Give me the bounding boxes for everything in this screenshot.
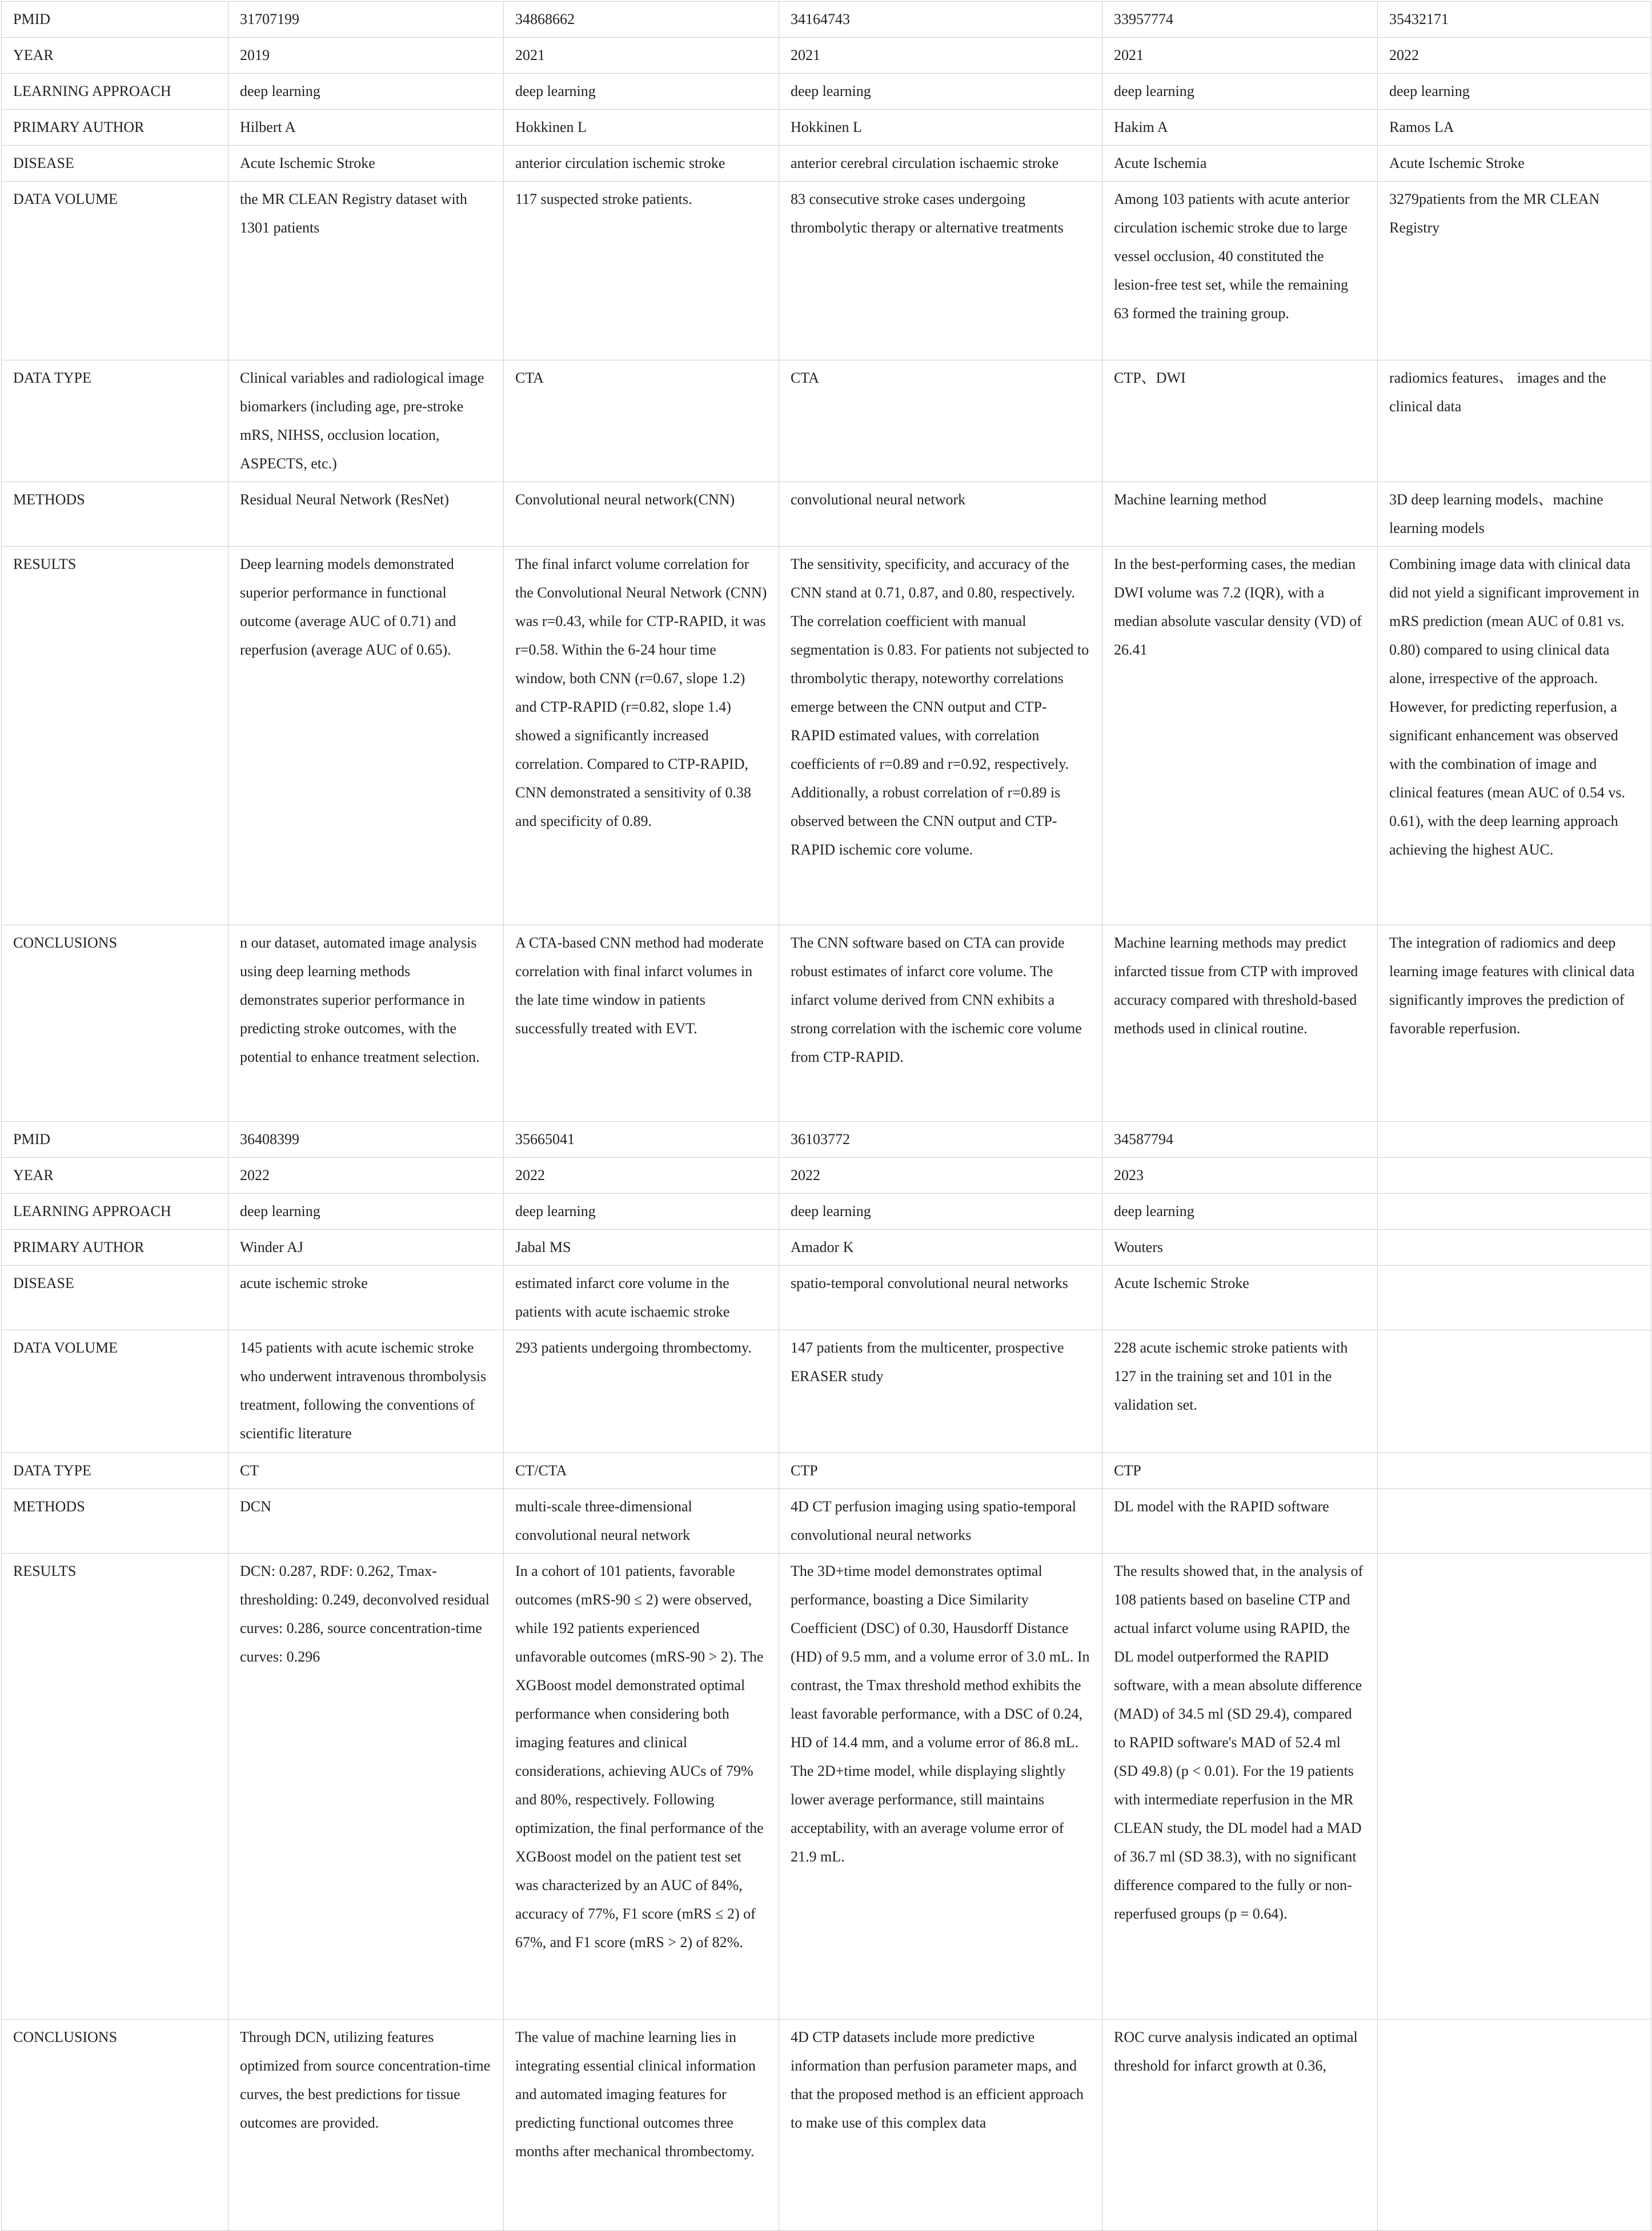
cell-type: Clinical variables and radiological image biomarkers (including age, pre-stroke mRS, NIHSS, occlusion location, ASPECTS, etc.) [228, 360, 504, 482]
cell-volume: 228 acute ischemic stroke patients with 127 in the training set and 101 in the validation set. [1102, 1330, 1378, 1453]
cell-year: 2022 [1378, 38, 1651, 74]
row-label-type: DATA TYPE [2, 1453, 228, 1489]
table-row-volume [2, 182, 1651, 360]
cell-volume: 293 patients undergoing thrombectomy. [504, 1330, 779, 1453]
cell-conclusions: A CTA-based CNN method had moderate correlation with final infarct volumes in the late time window in patients successfully treated with EVT. [504, 925, 779, 1122]
cell-approach: deep learning [779, 1194, 1102, 1230]
cell-author: Jabal MS [504, 1230, 779, 1266]
table-row-volume [2, 1330, 1651, 1453]
row-label-type: DATA TYPE [2, 360, 228, 482]
cell-results: DCN: 0.287, RDF: 0.262, Tmax-thresholding: 0.249, deconvolved residual curves: 0.286, source concentration-time curves: 0.296 [228, 1554, 504, 2020]
cell-conclusions: Through DCN, utilizing features optimized from source concentration-time curves, the best predictions for tissue outcomes are provided. [228, 2020, 504, 2231]
cell-results: The final infarct volume correlation for the Convolutional Neural Network (CNN) was r=0.43, while for CTP-RAPID, it was r=0.58. Within the 6-24 hour time window, both CNN (r=0.67, slope 1.2) and CTP-RAPID (r=0.82, slope 1.4) showed a significantly increased correlation. Compared to CTP-RAPID, CNN demonstrated a sensitivity of 0.38 and specificity of 0.89. [504, 547, 779, 925]
cell-pmid: 34868662 [504, 2, 779, 38]
cell-conclusions: The CNN software based on CTA can provide robust estimates of infarct core volume. The infarct volume derived from CNN exhibits a strong correlation with the ischemic core volume from CTP-RAPID. [779, 925, 1102, 1122]
cell-volume: Among 103 patients with acute anterior circulation ischemic stroke due to large vessel occlusion, 40 constituted the lesion-free test set, while the remaining 63 formed the training group. [1102, 182, 1378, 360]
row-label-pmid: PMID [2, 2, 228, 38]
cell-type: CTP [779, 1453, 1102, 1489]
cell-results: The 3D+time model demonstrates optimal performance, boasting a Dice Similarity Coefficient (DSC) of 0.30, Hausdorff Distance (HD) of 9.5 mm, and a volume error of 3.0 mL. In contrast, the Tmax threshold method exhibits the least favorable performance, with a DSC of 0.24, HD of 14.4 mm, and a volume error of 86.8 mL. The 2D+time model, while displaying slightly lower average performance, still maintains acceptability, with an average volume error of 21.9 mL. [779, 1554, 1102, 2020]
cell-author: Hokkinen L [504, 110, 779, 146]
cell-year: 2021 [1102, 38, 1378, 74]
cell-disease: anterior cerebral circulation ischaemic stroke [779, 146, 1102, 182]
cell-approach [1378, 1194, 1651, 1230]
cell-volume: 83 consecutive stroke cases undergoing thrombolytic therapy or alternative treatments [779, 182, 1102, 360]
row-label-approach: LEARNING APPROACH [2, 1194, 228, 1230]
cell-methods: convolutional neural network [779, 482, 1102, 547]
cell-conclusions [1378, 2020, 1651, 2231]
cell-type: CT [228, 1453, 504, 1489]
row-label-volume: DATA VOLUME [2, 182, 228, 360]
table-row-approach [2, 1194, 1651, 1230]
row-label-approach: LEARNING APPROACH [2, 74, 228, 110]
studies-table [1, 1, 1651, 2231]
cell-type: CTA [779, 360, 1102, 482]
cell-disease: Acute Ischemic Stroke [1102, 1266, 1378, 1330]
row-label-methods: METHODS [2, 482, 228, 547]
cell-volume: 145 patients with acute ischemic stroke who underwent intravenous thrombolysis treatment, following the conventions of scientific literature [228, 1330, 504, 1453]
row-label-results: RESULTS [2, 1554, 228, 2020]
cell-approach: deep learning [504, 1194, 779, 1230]
table-row-methods [2, 1489, 1651, 1554]
cell-type: CTA [504, 360, 779, 482]
cell-pmid [1378, 1122, 1651, 1158]
cell-methods: Convolutional neural network(CNN) [504, 482, 779, 547]
cell-disease: anterior circulation ischemic stroke [504, 146, 779, 182]
cell-type: radiomics features、 images and the clinical data [1378, 360, 1651, 482]
cell-pmid: 36103772 [779, 1122, 1102, 1158]
cell-pmid: 35665041 [504, 1122, 779, 1158]
table-row-author [2, 1230, 1651, 1266]
row-label-results: RESULTS [2, 547, 228, 925]
cell-methods: 3D deep learning models、machine learning models [1378, 482, 1651, 547]
row-label-disease: DISEASE [2, 1266, 228, 1330]
cell-approach: deep learning [1102, 74, 1378, 110]
cell-conclusions: Machine learning methods may predict infarcted tissue from CTP with improved accuracy compared with threshold-based methods used in clinical routine. [1102, 925, 1378, 1122]
table-row-conclusions [2, 2020, 1651, 2231]
table-row-pmid [2, 1122, 1651, 1158]
cell-type: CTP [1102, 1453, 1378, 1489]
cell-author: Amador K [779, 1230, 1102, 1266]
cell-type [1378, 1453, 1651, 1489]
cell-author: Ramos LA [1378, 110, 1651, 146]
cell-methods: 4D CT perfusion imaging using spatio-temporal convolutional neural networks [779, 1489, 1102, 1554]
cell-disease: acute ischemic stroke [228, 1266, 504, 1330]
table-row-results [2, 547, 1651, 925]
table-row-type [2, 1453, 1651, 1489]
cell-conclusions: ROC curve analysis indicated an optimal threshold for infarct growth at 0.36, [1102, 2020, 1378, 2231]
table-row-disease [2, 146, 1651, 182]
cell-pmid: 34587794 [1102, 1122, 1378, 1158]
row-label-pmid: PMID [2, 1122, 228, 1158]
cell-author [1378, 1230, 1651, 1266]
cell-conclusions: The integration of radiomics and deep learning image features with clinical data significantly improves the prediction of favorable reperfusion. [1378, 925, 1651, 1122]
cell-volume: the MR CLEAN Registry dataset with 1301 patients [228, 182, 504, 360]
cell-conclusions: n our dataset, automated image analysis using deep learning methods demonstrates superior performance in predicting stroke outcomes, with the potential to enhance treatment selection. [228, 925, 504, 1122]
row-label-conclusions: CONCLUSIONS [2, 2020, 228, 2231]
cell-pmid: 36408399 [228, 1122, 504, 1158]
row-label-disease: DISEASE [2, 146, 228, 182]
cell-author: Hakim A [1102, 110, 1378, 146]
table-row-methods [2, 482, 1651, 547]
table-row-type [2, 360, 1651, 482]
table-row-approach [2, 74, 1651, 110]
table-row-year [2, 38, 1651, 74]
cell-pmid: 34164743 [779, 2, 1102, 38]
table-row-pmid [2, 2, 1651, 38]
cell-conclusions: The value of machine learning lies in integrating essential clinical information and automated imaging features for predicting functional outcomes three months after mechanical thrombectomy. [504, 2020, 779, 2231]
row-label-volume: DATA VOLUME [2, 1330, 228, 1453]
cell-year: 2021 [779, 38, 1102, 74]
cell-results: The sensitivity, specificity, and accuracy of the CNN stand at 0.71, 0.87, and 0.80, respectively. The correlation coefficient with manual segmentation is 0.83. For patients not subjected to thrombolytic therapy, noteworthy correlations emerge between the CNN output and CTP-RAPID estimated values, with correlation coefficients of r=0.89 and r=0.92, respectively. Additionally, a robust correlation of r=0.89 is observed between the CNN output and CTP-RAPID ischemic core volume. [779, 547, 1102, 925]
cell-pmid: 33957774 [1102, 2, 1378, 38]
cell-author: Hokkinen L [779, 110, 1102, 146]
table-row-conclusions [2, 925, 1651, 1122]
cell-year: 2021 [504, 38, 779, 74]
row-label-author: PRIMARY AUTHOR [2, 110, 228, 146]
cell-approach: deep learning [504, 74, 779, 110]
row-label-author: PRIMARY AUTHOR [2, 1230, 228, 1266]
cell-approach: deep learning [1378, 74, 1651, 110]
cell-results: The results showed that, in the analysis of 108 patients based on baseline CTP and actual infarct volume using RAPID, the DL model outperformed the RAPID software, with a mean absolute difference (MAD) of 34.5 ml (SD 29.4), compared to RAPID software's MAD of 52.4 ml (SD 49.8) (p < 0.01). For the 19 patients with intermediate reperfusion in the MR CLEAN study, the DL model had a MAD of 36.7 ml (SD 38.3), with no significant difference compared to the fully or non-reperfused groups (p = 0.64). [1102, 1554, 1378, 2020]
table-row-disease [2, 1266, 1651, 1330]
cell-pmid: 35432171 [1378, 2, 1651, 38]
table-row-year [2, 1158, 1651, 1194]
cell-methods: multi-scale three-dimensional convolutional neural network [504, 1489, 779, 1554]
cell-volume [1378, 1330, 1651, 1453]
cell-results [1378, 1554, 1651, 2020]
cell-author: Winder AJ [228, 1230, 504, 1266]
cell-approach: deep learning [1102, 1194, 1378, 1230]
cell-approach: deep learning [779, 74, 1102, 110]
cell-methods: DCN [228, 1489, 504, 1554]
cell-volume: 117 suspected stroke patients. [504, 182, 779, 360]
row-label-year: YEAR [2, 38, 228, 74]
cell-disease: Acute Ischemic Stroke [228, 146, 504, 182]
cell-pmid: 31707199 [228, 2, 504, 38]
cell-author: Hilbert A [228, 110, 504, 146]
cell-year [1378, 1158, 1651, 1194]
cell-methods: Residual Neural Network (ResNet) [228, 482, 504, 547]
cell-author: Wouters [1102, 1230, 1378, 1266]
cell-disease [1378, 1266, 1651, 1330]
cell-disease: spatio-temporal convolutional neural networks [779, 1266, 1102, 1330]
cell-methods [1378, 1489, 1651, 1554]
cell-results: Combining image data with clinical data did not yield a significant improvement in mRS prediction (mean AUC of 0.81 vs. 0.80) compared to using clinical data alone, irrespective of the approach. However, for predicting reperfusion, a significant enhancement was observed with the combination of image and clinical features (mean AUC of 0.54 vs. 0.61), with the deep learning approach achieving the highest AUC. [1378, 547, 1651, 925]
cell-year: 2023 [1102, 1158, 1378, 1194]
cell-volume: 147 patients from the multicenter, prospective ERASER study [779, 1330, 1102, 1453]
cell-results: In the best-performing cases, the median DWI volume was 7.2 (IQR), with a median absolute vascular density (VD) of 26.41 [1102, 547, 1378, 925]
cell-disease: estimated infarct core volume in the patients with acute ischaemic stroke [504, 1266, 779, 1330]
cell-year: 2019 [228, 38, 504, 74]
cell-volume: 3279patients from the MR CLEAN Registry [1378, 182, 1651, 360]
cell-results: In a cohort of 101 patients, favorable outcomes (mRS-90 ≤ 2) were observed, while 192 patients experienced unfavorable outcomes (mRS-90 > 2). The XGBoost model demonstrated optimal performance when considering both imaging features and clinical considerations, achieving AUCs of 79% and 80%, respectively. Following optimization, the final performance of the XGBoost model on the patient test set was characterized by an AUC of 84%, accuracy of 77%, F1 score (mRS ≤ 2) of 67%, and F1 score (mRS > 2) of 82%. [504, 1554, 779, 2020]
cell-methods: DL model with the RAPID software [1102, 1489, 1378, 1554]
cell-disease: Acute Ischemia [1102, 146, 1378, 182]
row-label-conclusions: CONCLUSIONS [2, 925, 228, 1122]
cell-conclusions: 4D CTP datasets include more predictive information than perfusion parameter maps, and that the proposed method is an efficient approach to make use of this complex data [779, 2020, 1102, 2231]
cell-approach: deep learning [228, 74, 504, 110]
cell-approach: deep learning [228, 1194, 504, 1230]
cell-year: 2022 [779, 1158, 1102, 1194]
cell-type: CT/CTA [504, 1453, 779, 1489]
cell-year: 2022 [228, 1158, 504, 1194]
table-row-results [2, 1554, 1651, 2020]
cell-year: 2022 [504, 1158, 779, 1194]
cell-results: Deep learning models demonstrated superior performance in functional outcome (average AUC of 0.71) and reperfusion (average AUC of 0.65). [228, 547, 504, 925]
row-label-methods: METHODS [2, 1489, 228, 1554]
row-label-year: YEAR [2, 1158, 228, 1194]
table-row-author [2, 110, 1651, 146]
cell-methods: Machine learning method [1102, 482, 1378, 547]
cell-type: CTP、DWI [1102, 360, 1378, 482]
cell-disease: Acute Ischemic Stroke [1378, 146, 1651, 182]
